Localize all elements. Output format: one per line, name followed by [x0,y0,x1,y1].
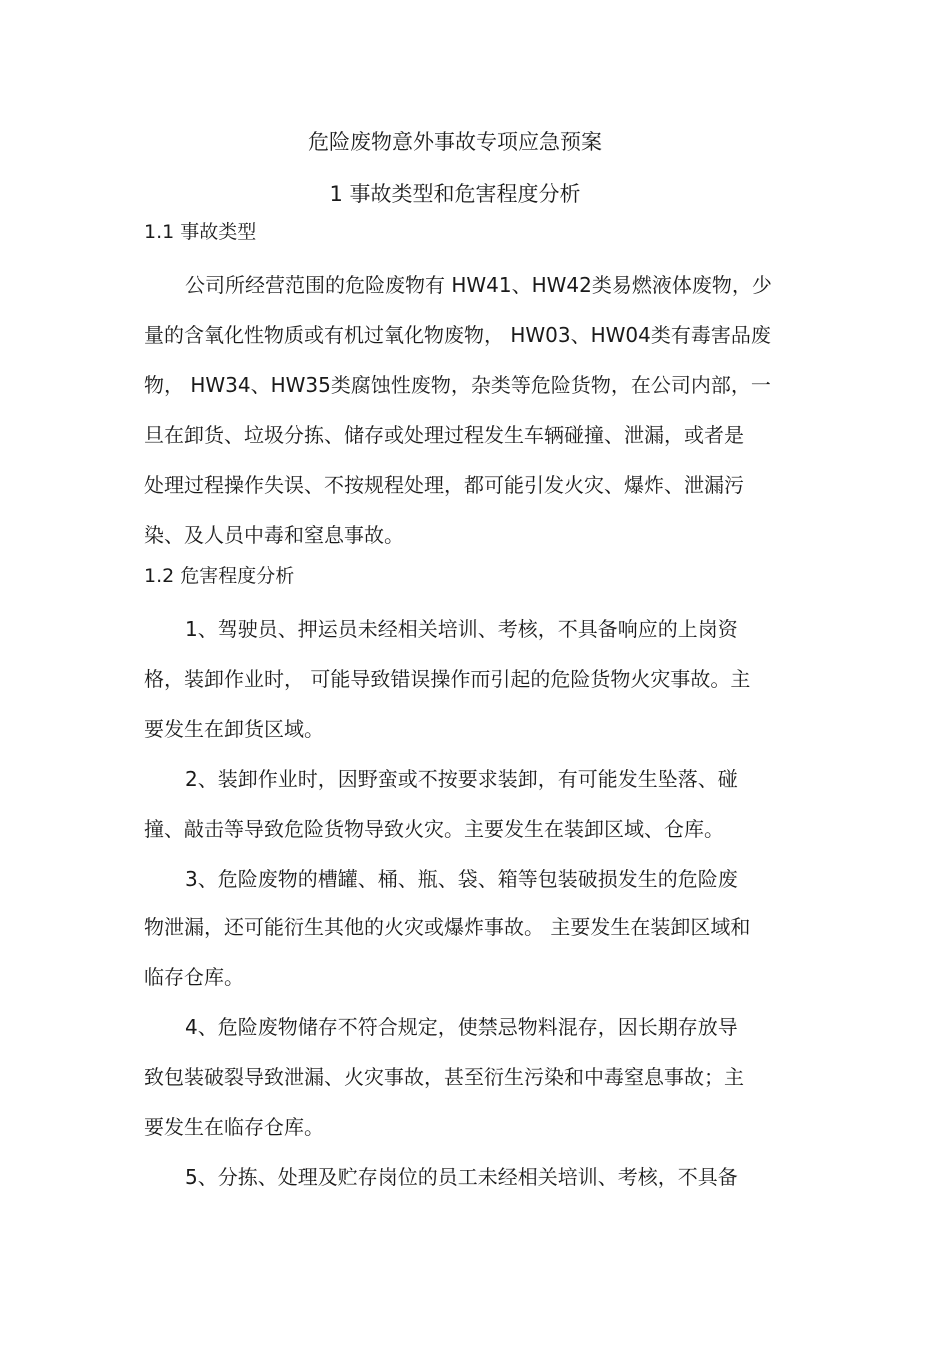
paragraph-line: 5、分拣、处理及贮存岗位的员工未经相关培训、考核，不具备 [185,1165,738,1189]
paragraph-line: 4、危险废物储存不符合规定，使禁忌物料混存，因长期存放导 [185,1015,738,1039]
subsection-heading-1-2: 1.2 危害程度分析 [144,565,295,587]
document-title: 危险废物意外事故专项应急预案 [308,130,602,154]
paragraph-line: 物泄漏，还可能衍生其他的火灾或爆炸事故。 主要发生在装卸区域和 [144,915,751,939]
paragraph-line: 要发生在临存仓库。 [144,1115,324,1139]
paragraph-line: 处理过程操作失误、不按规程处理，都可能引发火灾、爆炸、泄漏污 [144,473,744,497]
paragraph-line: 旦在卸货、垃圾分拣、储存或处理过程发生车辆碰撞、泄漏，或者是 [144,423,744,447]
paragraph-line: 3、危险废物的槽罐、桶、瓶、袋、箱等包装破损发生的危险废 [185,867,738,891]
subsection-heading-1-1: 1.1 事故类型 [144,221,257,243]
paragraph-line: 1、驾驶员、押运员未经相关培训、考核，不具备响应的上岗资 [185,617,738,641]
section-title: 1 事故类型和危害程度分析 [329,182,581,206]
paragraph-line: 要发生在卸货区域。 [144,717,324,741]
paragraph-line: 公司所经营范围的危险废物有 HW41、HW42类易燃液体废物，少 [185,273,772,297]
paragraph-line: 量的含氧化性物质或有机过氧化物废物， HW03、HW04类有毒害品废 [144,323,771,347]
paragraph-line: 致包装破裂导致泄漏、火灾事故，甚至衍生污染和中毒窒息事故；主 [144,1065,744,1089]
paragraph-line: 染、及人员中毒和窒息事故。 [144,523,404,547]
paragraph-line: 2、装卸作业时，因野蛮或不按要求装卸，有可能发生坠落、碰 [185,767,738,791]
paragraph-line: 物， HW34、HW35类腐蚀性废物，杂类等危险货物，在公司内部，一 [144,373,771,397]
paragraph-line: 临存仓库。 [144,965,244,989]
paragraph-line: 撞、敲击等导致危险货物导致火灾。主要发生在装卸区域、仓库。 [144,817,724,841]
paragraph-line: 格，装卸作业时， 可能导致错误操作而引起的危险货物火灾事故。主 [144,667,751,691]
